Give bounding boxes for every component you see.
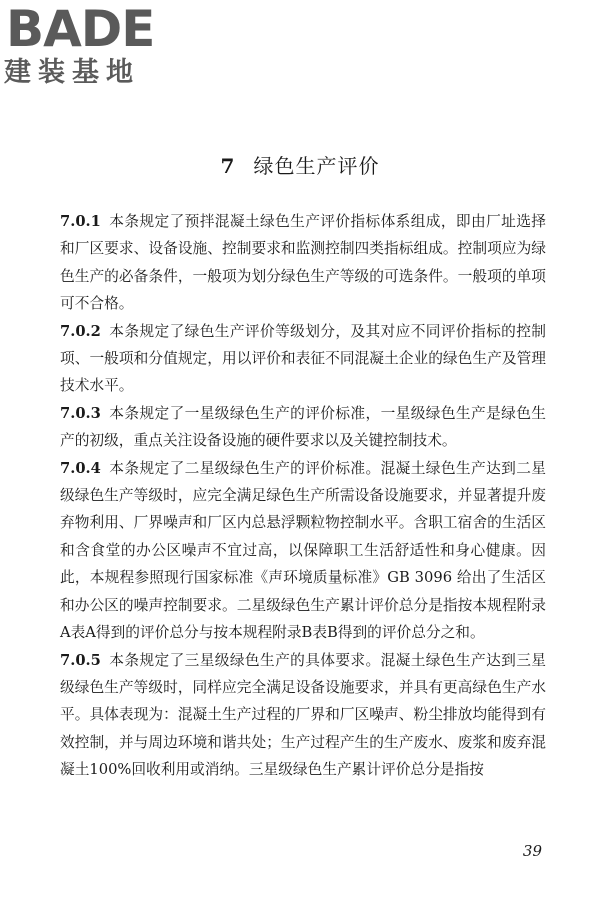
bade-logo [4, 0, 194, 90]
clause-text: 本条规定了二星级绿色生产的评价标准。混凝土绿色生产达到二星级绿色生产等级时，应完全满足绿色生产所需设备设施要求，并显著提升废弃物利用、厂界噪声和厂区内总悬浮颗粒物控制水平。含职工宿舍的生活区和含食堂的办公区噪声不宜过高，以保障职工生活舒适性和身心健康。因此，本规程参照现行国家标准《声环境质量标准》GB 3096 给出了生活区和办公区的噪声控制要求。二星级绿色生产累计评价总分是指按本规程附录A表A得到的评价总分与按本规程附录B表B得到的评价总分之和。 [60, 459, 546, 642]
clause-number: 7.0.3 [60, 404, 101, 422]
clause-number: 7.0.5 [60, 651, 101, 669]
clause-7-0-1 [60, 208, 546, 318]
page-number: 39 [522, 842, 542, 860]
chapter-number: 7 [220, 154, 236, 178]
clause-text: 本条规定了三星级绿色生产的具体要求。混凝土绿色生产达到三星级绿色生产等级时，同样应完全满足设备设施要求，并具有更高绿色生产水平。具体表现为：混凝土生产过程的厂界和厂区噪声、粉尘排放均能得到有效控制，并与周边环境和谐共处；生产过程产生的生产废水、废浆和废弃混凝土100%回收利用或消纳。三星级绿色生产累计评价总分是指按 [60, 651, 546, 779]
clause-text: 本条规定了预拌混凝土绿色生产评价指标体系组成，即由厂址选择和厂区要求、设备设施、控制要求和监测控制四类指标组成。控制项应为绿色生产的必备条件，一般项为划分绿色生产等级的可选条件。一般项的单项可不合格。 [60, 213, 546, 313]
chapter-body [60, 208, 546, 784]
clause-7-0-5 [60, 647, 546, 784]
clause-number: 7.0.4 [60, 459, 101, 477]
clause-number: 7.0.1 [60, 213, 101, 230]
chapter-heading [0, 150, 600, 179]
clause-text: 本条规定了一星级绿色生产的评价标准，一星级绿色生产是绿色生产的初级，重点关注设备设施的硬件要求以及关键控制技术。 [60, 404, 546, 450]
clause-text: 本条规定了绿色生产评价等级划分，及其对应不同评价指标的控制项、一般项和分值规定，用以评价和表征不同混凝土企业的绿色生产及管理技术水平。 [60, 322, 546, 395]
chapter-title: 绿色生产评价 [253, 154, 380, 178]
clause-7-0-4 [60, 455, 546, 647]
clause-number: 7.0.2 [60, 322, 101, 340]
clause-7-0-3 [60, 400, 546, 455]
logo-subtitle: 建装基地 [4, 57, 140, 88]
logo-wordmark: BADE [6, 0, 155, 58]
clause-7-0-2 [60, 318, 546, 400]
